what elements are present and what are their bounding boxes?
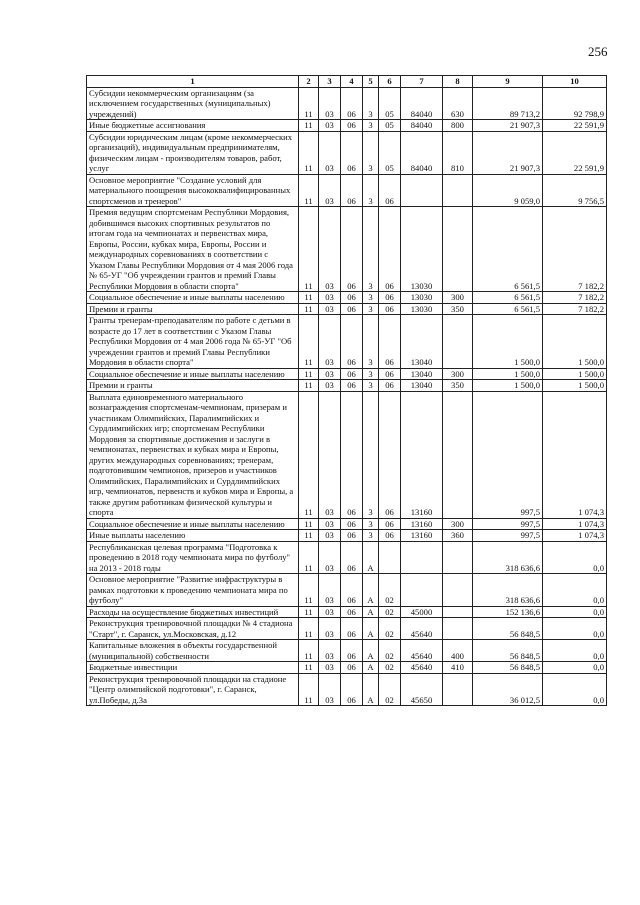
table-row [87,574,607,607]
section-code: 03 [319,303,341,315]
expense-name: Социальное обеспечение и иные выплаты населению [87,518,299,530]
article-code: 13040 [401,315,443,369]
expense-name: Премия ведущим спортсменам Республики Мордовия, добившимся высоких спортивных результатов по итогам года на чемпионатах и первенствах мира, Европы, России, кубках мира, Европы, России и международных соревнованиях в соответствии с Указом Главы Республики Мордовия от 4 мая 2006 года № 65-УГ "Об учреждении грантов и премий Главы Республики Мордовия в области спорта" [87,207,299,292]
section-code: 03 [319,391,341,518]
subprogram-code: 02 [379,640,401,662]
table-row [87,207,607,292]
program-code: А [363,640,379,662]
article-code [401,574,443,607]
page-number: 256 [588,44,608,59]
expense-name: Реконструкция тренировочной площадки на стадионе "Центр олимпийской подготовки", г. Саранск, ул.Победы, д.3а [87,673,299,706]
amount-year-2: 9 756,5 [543,174,607,207]
column-header: 8 [443,76,473,88]
program-code: 3 [363,87,379,120]
subprogram-code: 06 [379,303,401,315]
amount-year-1: 21 907,3 [473,131,543,174]
amount-year-1: 21 907,3 [473,120,543,132]
subprogram-code: 06 [379,292,401,304]
subprogram-code: 06 [379,380,401,392]
amount-year-1: 318 636,6 [473,574,543,607]
amount-year-1: 56 848,5 [473,618,543,640]
section-code: 03 [319,640,341,662]
expense-name: Социальное обеспечение и иные выплаты населению [87,368,299,380]
expense-type-code: 810 [443,131,473,174]
amount-year-1: 997,5 [473,391,543,518]
amount-year-1: 997,5 [473,530,543,542]
column-header: 10 [543,76,607,88]
amount-year-1: 9 059,0 [473,174,543,207]
ministry-code: 11 [299,315,319,369]
subsection-code: 06 [341,207,363,292]
amount-year-1: 318 636,6 [473,541,543,574]
section-code: 03 [319,606,341,618]
subsection-code: 06 [341,292,363,304]
subsection-code: 06 [341,574,363,607]
table-row [87,174,607,207]
subsection-code: 06 [341,662,363,674]
amount-year-2: 7 182,2 [543,207,607,292]
amount-year-1: 56 848,5 [473,662,543,674]
subprogram-code: 02 [379,574,401,607]
expense-name: Капитальные вложения в объекты государственной (муниципальной) собственности [87,640,299,662]
subprogram-code: 06 [379,315,401,369]
program-code: 3 [363,131,379,174]
expense-type-code [443,618,473,640]
expense-name: Иные бюджетные ассигнования [87,120,299,132]
program-code: 3 [363,315,379,369]
amount-year-1: 89 713,2 [473,87,543,120]
column-header: 4 [341,76,363,88]
table-row [87,541,607,574]
expense-type-code [443,574,473,607]
ministry-code: 11 [299,391,319,518]
program-code: А [363,618,379,640]
expense-name: Выплата единовременного материального вознаграждения спортсменам-чемпионам, призерам и участникам Олимпийских, Паралимпийских и Сурдлимпийских игр; спортсменам Республики Мордовия за спортивные достижения и заслуги в чемпионатах, первенствах и кубках мира и Европы, других международных соревнованиях; тренерам, подготовившим чемпионов, призеров и участников Олимпийских, Паралимпийских и Сурдлимпийских игр, чемпионатов, первенств и кубков мира и Европы, а также другим работникам физической культуры и спорта [87,391,299,518]
subprogram-code: 05 [379,120,401,132]
article-code: 13040 [401,380,443,392]
column-header: 9 [473,76,543,88]
article-code: 84040 [401,120,443,132]
ministry-code: 11 [299,606,319,618]
article-code: 13030 [401,207,443,292]
expense-name: Расходы на осуществление бюджетных инвестиций [87,606,299,618]
expense-type-code: 630 [443,87,473,120]
amount-year-2: 1 500,0 [543,315,607,369]
article-code: 13160 [401,530,443,542]
program-code: 3 [363,303,379,315]
section-code: 03 [319,618,341,640]
amount-year-2: 92 798,9 [543,87,607,120]
subsection-code: 06 [341,315,363,369]
expense-name: Основное мероприятие "Создание условий для материального поощрения высококвалифицированных спортсменов и тренеров" [87,174,299,207]
expense-type-code [443,391,473,518]
column-header: 2 [299,76,319,88]
table-row [87,530,607,542]
amount-year-2: 0,0 [543,541,607,574]
subsection-code: 06 [341,673,363,706]
subsection-code: 06 [341,518,363,530]
subsection-code: 06 [341,174,363,207]
ministry-code: 11 [299,541,319,574]
amount-year-2: 0,0 [543,618,607,640]
ministry-code: 11 [299,131,319,174]
column-header: 5 [363,76,379,88]
subsection-code: 06 [341,380,363,392]
article-code: 13160 [401,518,443,530]
column-header: 1 [87,76,299,88]
subprogram-code: 06 [379,207,401,292]
article-code: 13040 [401,368,443,380]
ministry-code: 11 [299,380,319,392]
subsection-code: 06 [341,640,363,662]
subsection-code: 06 [341,541,363,574]
article-code: 13030 [401,303,443,315]
ministry-code: 11 [299,303,319,315]
amount-year-1: 1 500,0 [473,368,543,380]
amount-year-2: 7 182,2 [543,303,607,315]
subprogram-code: 05 [379,87,401,120]
amount-year-2: 1 074,3 [543,391,607,518]
article-code: 45000 [401,606,443,618]
expense-name: Реконструкция тренировочной площадки № 4 стадиона "Старт", г. Саранск, ул.Московская, д.12 [87,618,299,640]
table-row [87,391,607,518]
section-code: 03 [319,120,341,132]
expense-type-code: 300 [443,518,473,530]
ministry-code: 11 [299,368,319,380]
program-code: 3 [363,368,379,380]
budget-table [86,75,607,706]
table-row [87,131,607,174]
table-row [87,292,607,304]
column-header: 3 [319,76,341,88]
ministry-code: 11 [299,207,319,292]
table-row [87,518,607,530]
expense-name: Гранты тренерам-преподавателям по работе с детьми в возрасте до 17 лет в соответствии с Указом Главы Республики Мордовия от 4 мая 2006 года № 65-УГ "Об учреждении грантов и премий Главы Республики Мордовия в области спорта" [87,315,299,369]
amount-year-1: 36 012,5 [473,673,543,706]
section-code: 03 [319,315,341,369]
table-row [87,120,607,132]
table-row [87,380,607,392]
subprogram-code: 02 [379,618,401,640]
program-code: 3 [363,391,379,518]
expense-name: Иные выплаты населению [87,530,299,542]
ministry-code: 11 [299,640,319,662]
section-code: 03 [319,292,341,304]
expense-type-code [443,207,473,292]
expense-type-code [443,606,473,618]
expense-type-code [443,673,473,706]
expense-type-code [443,541,473,574]
ministry-code: 11 [299,87,319,120]
subsection-code: 06 [341,391,363,518]
expense-type-code: 350 [443,303,473,315]
expense-type-code: 300 [443,368,473,380]
amount-year-2: 0,0 [543,662,607,674]
section-code: 03 [319,131,341,174]
program-code: 3 [363,530,379,542]
section-code: 03 [319,574,341,607]
amount-year-2: 1 074,3 [543,530,607,542]
article-code: 45650 [401,673,443,706]
subsection-code: 06 [341,87,363,120]
table-row [87,303,607,315]
article-code: 84040 [401,87,443,120]
program-code: А [363,606,379,618]
subsection-code: 06 [341,606,363,618]
ministry-code: 11 [299,574,319,607]
subprogram-code [379,541,401,574]
expense-name: Субсидии юридическим лицам (кроме некоммерческих организаций), индивидуальным предпринимателям, физическим лицам - производителям товаров, работ, услуг [87,131,299,174]
amount-year-2: 22 591,9 [543,120,607,132]
program-code: 3 [363,518,379,530]
section-code: 03 [319,518,341,530]
amount-year-1: 152 136,6 [473,606,543,618]
amount-year-1: 56 848,5 [473,640,543,662]
ministry-code: 11 [299,673,319,706]
subprogram-code: 06 [379,518,401,530]
expense-name: Субсидии некоммерческим организациям (за исключением государственных (муниципальных) учреждений) [87,87,299,120]
expense-name: Премии и гранты [87,380,299,392]
ministry-code: 11 [299,292,319,304]
table-row [87,315,607,369]
table-row [87,662,607,674]
expense-type-code: 410 [443,662,473,674]
subsection-code: 06 [341,131,363,174]
program-code: 3 [363,380,379,392]
subprogram-code: 02 [379,673,401,706]
article-code [401,541,443,574]
amount-year-1: 6 561,5 [473,292,543,304]
article-code: 45640 [401,640,443,662]
section-code: 03 [319,380,341,392]
program-code: 3 [363,207,379,292]
section-code: 03 [319,207,341,292]
program-code: 3 [363,174,379,207]
expense-name: Бюджетные инвестиции [87,662,299,674]
program-code: А [363,673,379,706]
amount-year-2: 0,0 [543,640,607,662]
table-row [87,606,607,618]
article-code: 13030 [401,292,443,304]
table-row [87,673,607,706]
header-row [87,76,607,88]
subsection-code: 06 [341,120,363,132]
program-code: 3 [363,120,379,132]
amount-year-2: 1 500,0 [543,368,607,380]
subsection-code: 06 [341,618,363,640]
expense-type-code: 800 [443,120,473,132]
expense-type-code [443,315,473,369]
table-row [87,640,607,662]
column-header: 6 [379,76,401,88]
subprogram-code: 02 [379,662,401,674]
section-code: 03 [319,673,341,706]
article-code [401,174,443,207]
section-code: 03 [319,174,341,207]
program-code: А [363,541,379,574]
expense-type-code: 350 [443,380,473,392]
subprogram-code: 06 [379,391,401,518]
subprogram-code: 06 [379,530,401,542]
section-code: 03 [319,368,341,380]
table-row [87,618,607,640]
section-code: 03 [319,530,341,542]
article-code: 45640 [401,618,443,640]
subsection-code: 06 [341,530,363,542]
expense-type-code: 300 [443,292,473,304]
amount-year-1: 1 500,0 [473,315,543,369]
program-code: 3 [363,292,379,304]
ministry-code: 11 [299,662,319,674]
section-code: 03 [319,662,341,674]
program-code: А [363,574,379,607]
subprogram-code: 06 [379,368,401,380]
column-header: 7 [401,76,443,88]
amount-year-2: 1 500,0 [543,380,607,392]
section-code: 03 [319,87,341,120]
article-code: 45640 [401,662,443,674]
subprogram-code: 02 [379,606,401,618]
ministry-code: 11 [299,530,319,542]
expense-type-code: 400 [443,640,473,662]
subprogram-code: 05 [379,131,401,174]
article-code: 84040 [401,131,443,174]
ministry-code: 11 [299,174,319,207]
expense-name: Социальное обеспечение и иные выплаты населению [87,292,299,304]
expense-name: Основное мероприятие "Развитие инфраструктуры в рамках подготовки к проведению чемпионата мира по футболу" [87,574,299,607]
amount-year-1: 6 561,5 [473,207,543,292]
expense-type-code: 360 [443,530,473,542]
ministry-code: 11 [299,120,319,132]
expense-name: Республиканская целевая программа "Подготовка к проведению в 2018 году чемпионата мира по футболу" на 2013 - 2018 годы [87,541,299,574]
table-row [87,368,607,380]
amount-year-2: 7 182,2 [543,292,607,304]
amount-year-2: 1 074,3 [543,518,607,530]
amount-year-2: 0,0 [543,606,607,618]
ministry-code: 11 [299,618,319,640]
table-row [87,87,607,120]
section-code: 03 [319,541,341,574]
ministry-code: 11 [299,518,319,530]
amount-year-1: 997,5 [473,518,543,530]
amount-year-2: 0,0 [543,574,607,607]
expense-type-code [443,174,473,207]
program-code: А [363,662,379,674]
amount-year-2: 0,0 [543,673,607,706]
article-code: 13160 [401,391,443,518]
subprogram-code: 06 [379,174,401,207]
subsection-code: 06 [341,303,363,315]
expense-name: Премии и гранты [87,303,299,315]
subsection-code: 06 [341,368,363,380]
amount-year-2: 22 591,9 [543,131,607,174]
amount-year-1: 6 561,5 [473,303,543,315]
amount-year-1: 1 500,0 [473,380,543,392]
